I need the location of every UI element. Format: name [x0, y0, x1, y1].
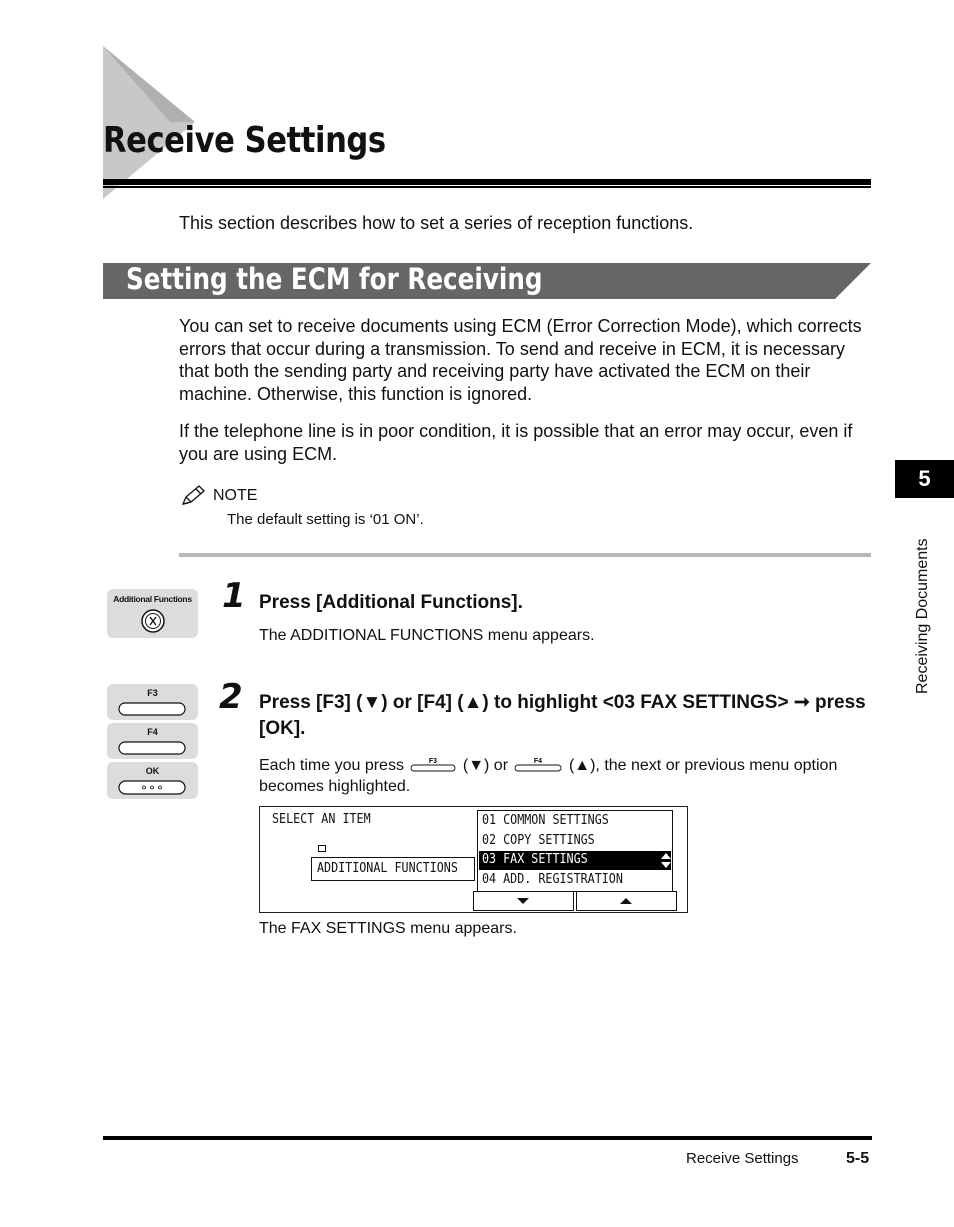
additional-functions-key-label: Additional Functions	[113, 594, 192, 604]
step-1-description: The ADDITIONAL FUNCTIONS menu appears.	[259, 627, 595, 644]
lcd-menu-item: 02 COPY SETTINGS	[482, 833, 595, 848]
f3-button-icon	[118, 701, 186, 717]
body-paragraph-2: If the telephone line is in poor condition, it is possible that an error may occur, even if you are using ECM.	[179, 421, 853, 464]
footer-page-number: 5-5	[846, 1150, 870, 1167]
step-2-after: The FAX SETTINGS menu appears.	[259, 920, 517, 937]
footer-section-title: Receive Settings	[686, 1150, 799, 1167]
step-2-description	[259, 755, 871, 797]
lcd-cursor-icon	[318, 845, 326, 852]
lcd-menu-item: 04 ADD. REGISTRATION	[482, 872, 623, 887]
f3-key	[107, 684, 198, 720]
ok-button-icon	[118, 779, 186, 796]
section-title: Setting the ECM for Receiving	[126, 262, 543, 296]
f3-inline-icon	[408, 757, 458, 773]
step-2-desc-a: Each time you press	[259, 757, 404, 774]
lcd-screen	[259, 806, 688, 913]
f4-key-label: F4	[147, 727, 158, 737]
additional-functions-key	[107, 589, 198, 638]
lcd-menu-item-selected: 03 FAX SETTINGS	[482, 852, 588, 867]
footer-rule	[103, 1136, 872, 1140]
f4-key	[107, 723, 198, 759]
title-rule-thin	[103, 186, 871, 188]
ok-key	[107, 762, 198, 799]
ok-key-label: OK	[145, 766, 160, 776]
f4-inline-icon	[512, 757, 564, 773]
f3-key-label: F3	[147, 688, 158, 698]
svg-text:F3: F3	[429, 758, 438, 765]
lcd-menu-item: 01 COMMON SETTINGS	[482, 813, 609, 828]
step-2-heading: Press [F3] (▼) or [F4] (▲) to highlight <03 FAX SETTINGS> ➞ press [OK].	[259, 692, 866, 739]
step-2-desc-b: (▼) or	[462, 757, 509, 774]
svg-text:F4: F4	[534, 758, 543, 765]
step-2-desc-c: (▲), the next or previous menu option becomes highlighted.	[259, 757, 838, 795]
step-1-heading: Press [Additional Functions].	[259, 592, 523, 613]
step-2-number: 2	[219, 677, 243, 717]
separator	[179, 553, 871, 557]
lcd-current-menu: ADDITIONAL FUNCTIONS	[317, 861, 458, 876]
page-title: Receive Settings	[103, 120, 386, 161]
chapter-tab: 5	[895, 460, 954, 498]
down-arrow-icon	[516, 896, 530, 906]
step-1-number: 1	[222, 576, 246, 616]
chapter-title-vertical: Receiving Documents	[914, 538, 931, 694]
pencil-note-icon	[179, 484, 207, 508]
note-label: NOTE	[213, 487, 258, 504]
f4-button-icon	[118, 740, 186, 756]
intro-text: This section describes how to set a series of reception functions.	[179, 213, 694, 233]
up-arrow-icon	[619, 896, 633, 906]
title-rule	[103, 179, 871, 185]
additional-functions-icon	[140, 608, 166, 634]
lcd-scroll-arrows-icon	[660, 852, 672, 869]
body-paragraph-1: You can set to receive documents using ECM (Error Correction Mode), which corrects errors that occur during a transmission. To send and receive in ECM, it is necessary that both the sending party and receiving party have activated the ECM on their machine. Otherwise, this function is ignored.	[179, 316, 862, 404]
note-text: The default setting is ‘01 ON’.	[227, 511, 424, 528]
lcd-header: SELECT AN ITEM	[272, 812, 371, 827]
